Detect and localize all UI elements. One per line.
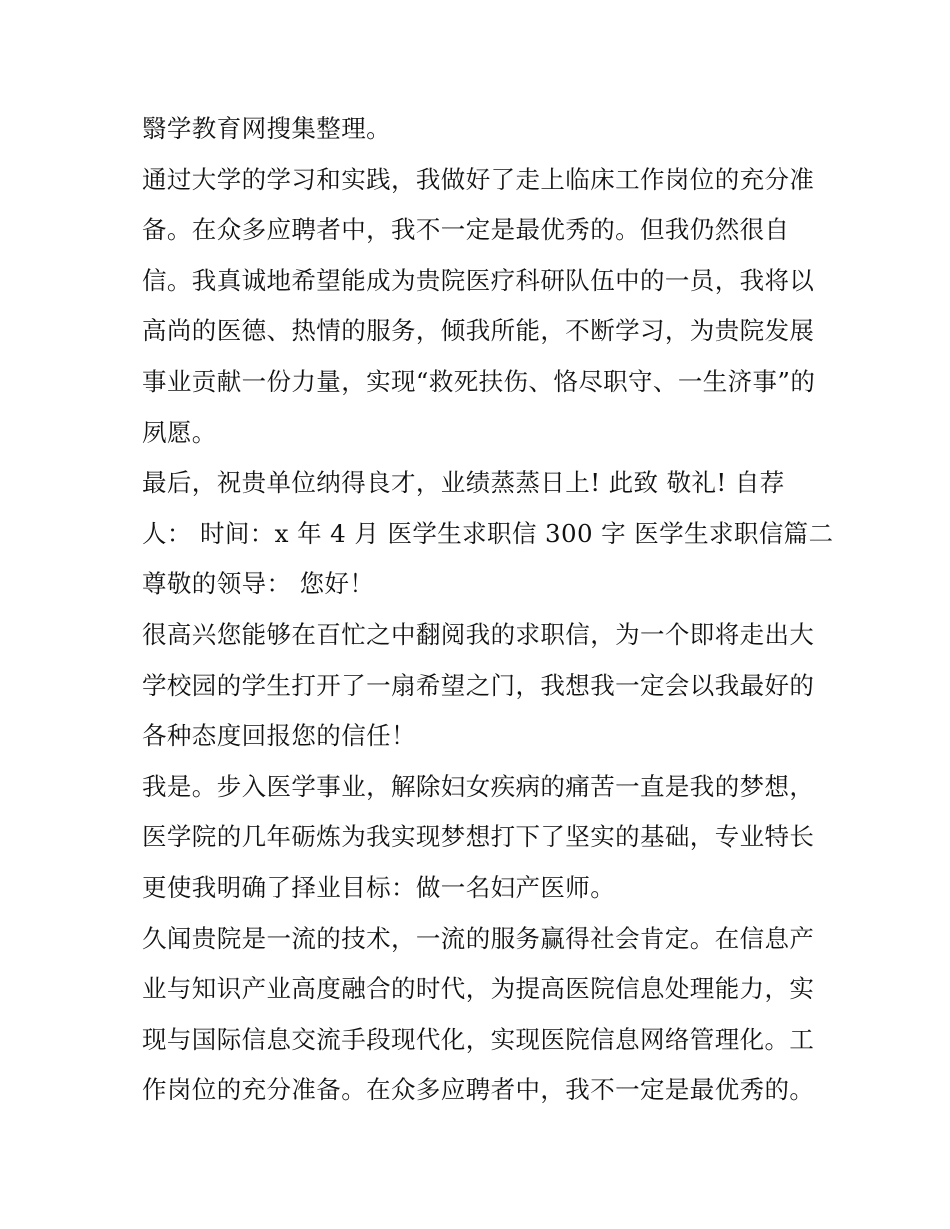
text-line: 高尚的医德、热情的服务，倾我所能，不断学习，为贵院发展	[142, 316, 815, 346]
document-body	[142, 104, 834, 1116]
text-line: 各种态度回报您的信任！	[142, 721, 416, 751]
text-line: 作岗位的充分准备。在众多应聘者中，我不一定是最优秀的。	[142, 1075, 815, 1105]
text-line: 最后，祝贵单位纳得良才，业绩蒸蒸日上! 此致 敬礼! 自荐	[142, 468, 785, 498]
text-line: 信。我真诚地希望能成为贵院医疗科研队伍中的一员，我将以	[142, 265, 815, 295]
text-line: 很高兴您能够在百忙之中翻阅我的求职信，为一个即将走出大	[142, 619, 815, 649]
text-line: 通过大学的学习和实践，我做好了走上临床工作岗位的充分准	[142, 164, 815, 194]
text-line: 现与国际信息交流手段现代化，实现医院信息网络管理化。工	[142, 1024, 815, 1054]
text-line: 更使我明确了择业目标：做一名妇产医师。	[142, 872, 616, 902]
text-line: 业与知识产业高度融合的时代，为提高医院信息处理能力，实	[142, 974, 815, 1004]
text-line: 尊敬的领导： 您好！	[142, 569, 375, 599]
text-line: 久闻贵院是一流的技术，一流的服务赢得社会肯定。在信息产	[142, 923, 815, 953]
text-line: 事业贡献一份力量，实现“救死扶伤、恪尽职守、一生济事”的	[142, 366, 816, 396]
text-line: 医学院的几年砺炼为我实现梦想打下了坚实的基础，专业特长	[142, 822, 815, 852]
text-line: 我是。步入医学事业，解除妇女疾病的痛苦一直是我的梦想，	[142, 771, 815, 801]
text-line: 夙愿。	[142, 417, 217, 447]
text-line: 人： 时间：x 年 4 月 医学生求职信 300 字 医学生求职信篇二	[142, 518, 834, 548]
text-line: 翳学教育网搜集整理。	[142, 114, 391, 143]
text-line: 备。在众多应聘者中，我不一定是最优秀的。但我仍然很自	[142, 215, 790, 245]
text-line: 学校园的学生打开了一扇希望之门，我想我一定会以我最好的	[142, 670, 815, 700]
